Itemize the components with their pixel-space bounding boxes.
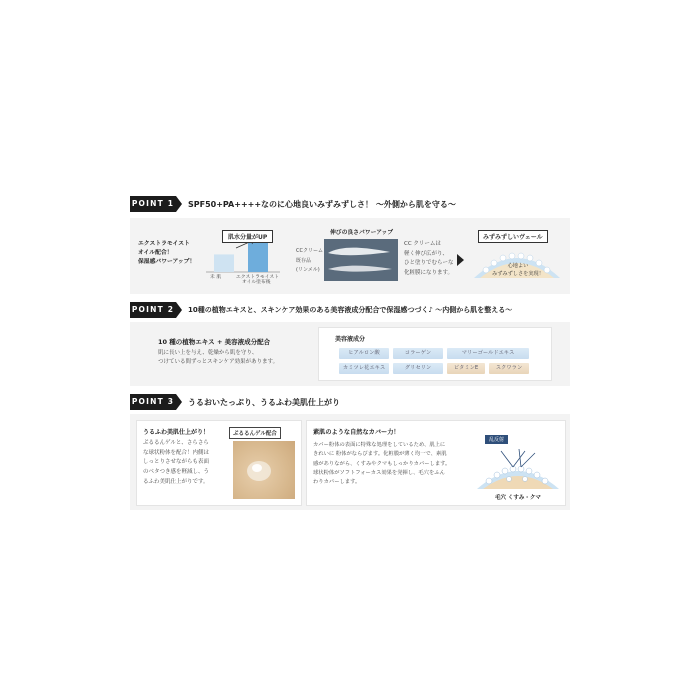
gel-label: ぷるるんゲル配合	[229, 427, 281, 439]
serum-box-title: 美容液成分	[335, 336, 366, 343]
stretch-photo	[324, 239, 398, 281]
ingredient-chamomile: カミツレ花エキス	[339, 363, 389, 374]
gel-card	[136, 420, 302, 506]
moisture-bar-1	[248, 242, 268, 272]
point2-heading: 10種の植物エキスと、スキンケア効果のある美容液成分配合で保湿感つづく♪ ～内側から肌を整える～	[188, 306, 513, 314]
ingredient-collagen: コラーゲン	[393, 348, 443, 359]
point3-heading: うるおいたっぷり、うるふわ美肌仕上がり	[188, 398, 340, 407]
veil-text: 心地よい みずみずしさを実現！	[492, 263, 544, 277]
moisture-bar-0	[214, 254, 234, 272]
arrow-right-icon	[457, 254, 464, 266]
ingredient-hyaluronic: ヒアルロン酸	[339, 348, 389, 359]
ingredient-vitamin-e: ビタミンE	[447, 363, 485, 374]
stretch-title: 伸びの良さパワーアップ	[330, 230, 394, 236]
moisture-chart	[202, 226, 284, 284]
ingredient-glycerin: グリセリン	[393, 363, 443, 374]
bar-sublabel: オイル塗布後	[242, 280, 271, 285]
point3-tag: POINT 3	[130, 394, 176, 410]
veil-illustration	[472, 230, 562, 286]
light-label: 乱反射	[485, 435, 508, 444]
stretch-labels: CCクリーム 既存品 (リンメル)	[296, 248, 323, 273]
point2-title: 10 種の植物エキス + 美容液成分配合	[158, 338, 271, 346]
gel-photo	[233, 441, 295, 499]
bottom-label: 毛穴 くすみ・クマ	[495, 495, 541, 501]
cover-card-title: 素肌のような自然なカバー力！	[313, 429, 400, 436]
serum-box	[318, 327, 552, 381]
chart-title: 肌水分量がUP	[222, 230, 273, 243]
bar-label-0: 未 肌	[210, 275, 222, 280]
ingredient-squalane: スクワラン	[489, 363, 529, 374]
cover-card-text: カバー粉体の表面に特殊な処理をしているため、肌上に きれいに 粉体がならびます。化粧膜が薄く均一で、素肌 感がありながら、くすみやクマもしっかりカバーします。 球状粉体がソフトフォーカス効果を発揮し、毛穴をふん わりカバーします。	[313, 442, 451, 486]
point1-tag: POINT 1	[130, 196, 176, 212]
point2-tag: POINT 2	[130, 302, 176, 318]
bar-label-1: エクストラモイスト	[236, 275, 279, 280]
point1-heading: SPF50+PA++++なのに心地良いみずみずしさ！ ～外側から肌を守る～	[188, 200, 456, 209]
gel-card-text: ぷるるんゲルと、さらさら な球状粉体を配合！内側は しっとりさせながらも表面 のベタつき感を軽減し、う るふわ美肌仕上がりです。	[143, 440, 210, 485]
cover-card	[306, 420, 566, 506]
gel-card-title: うるふわ美肌仕上がり！	[143, 429, 210, 436]
ingredient-marigold: マリーゴールドエキス	[447, 348, 529, 359]
veil-title: みずみずしいヴェール	[478, 230, 548, 243]
diffusion-illustration	[475, 429, 561, 503]
cc-text: CC クリームは 軽く伸び広がり、 ひと塗りでむらーな 化粧膜になります。	[404, 241, 454, 276]
point2-text: 肌に長い上を与え、乾燥から肌を守り、 つけている間ずっとスキンケア効果があります。	[158, 350, 279, 366]
point1-left-text: エクストラモイスト オイル配合！ 保湿感パワーアップ！	[138, 241, 196, 265]
